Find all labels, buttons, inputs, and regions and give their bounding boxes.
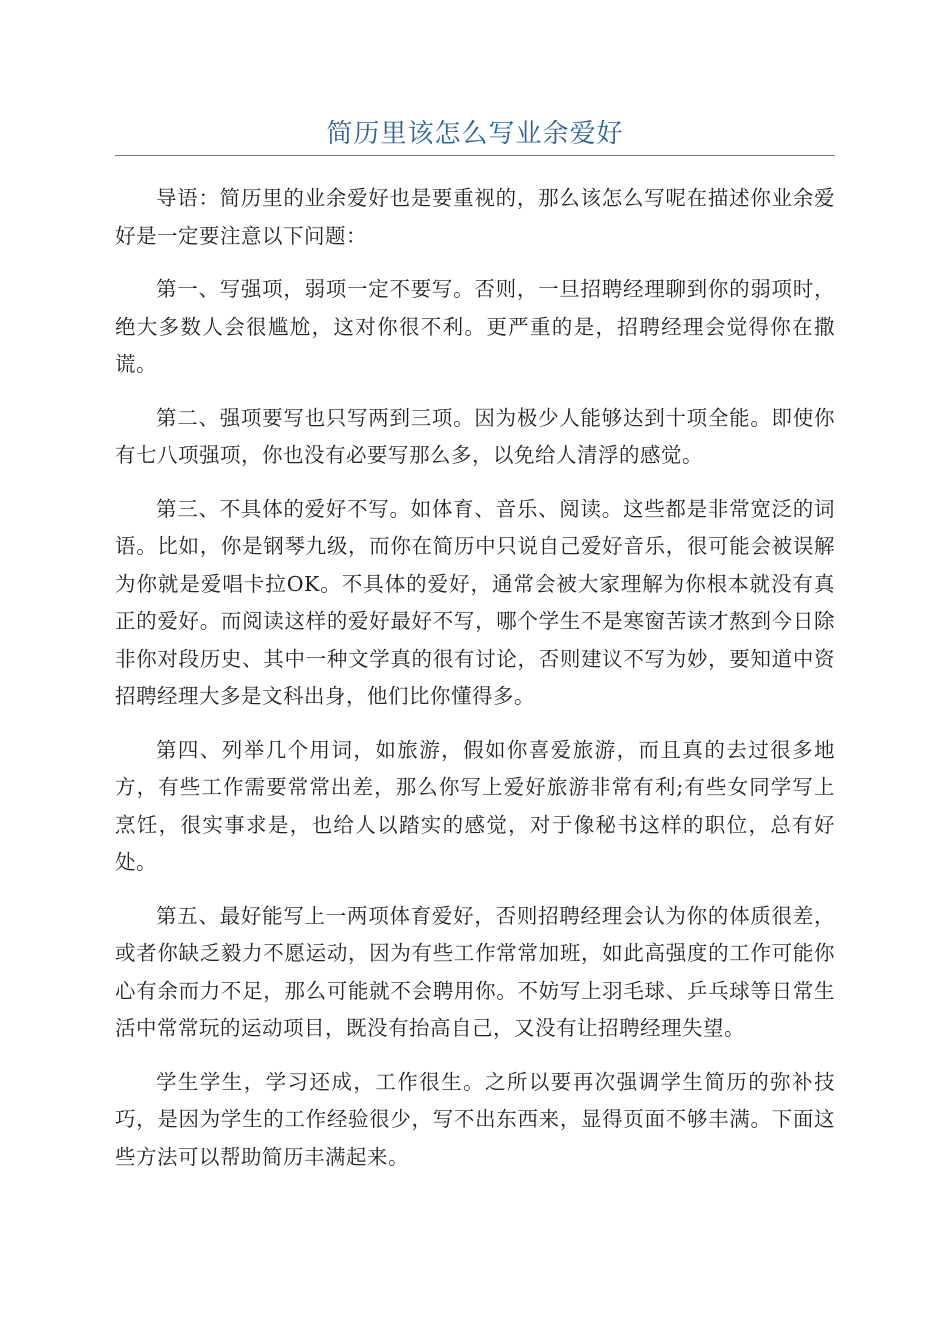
document-page — [115, 0, 835, 1192]
paragraph-point-1: 第一、写强项，弱项一定不要写。否则，一旦招聘经理聊到你的弱项时，绝大多数人会很尴尬，这对你很不利。更严重的是，招聘经理会觉得你在撒谎。 — [115, 277, 835, 376]
paragraph-point-5: 第五、最好能写上一两项体育爱好，否则招聘经理会认为你的体质很差，或者你缺乏毅力不愿运动，因为有些工作常常加班，如此高强度的工作可能你心有余而力不足，那么可能就不会聘用你。不妨写上羽毛球、乒乓球等日常生活中常常玩的运动项目，既没有抬高自己，又没有让招聘经理失望。 — [115, 903, 835, 1040]
document-title: 简历里该怎么写业余爱好 — [326, 119, 624, 149]
paragraph-point-4: 第四、列举几个用词，如旅游，假如你喜爱旅游，而且真的去过很多地方，有些工作需要常常出差，那么你写上爱好旅游非常有利;有些女同学写上烹饪，很实事求是，也给人以踏实的感觉，对于像秘书这样的职位，总有好处。 — [115, 737, 835, 874]
paragraph-intro: 导语：简历里的业余爱好也是要重视的，那么该怎么写呢在描述你业余爱好是一定要注意以下问题： — [115, 186, 835, 248]
paragraph-point-3: 第三、不具体的爱好不写。如体育、音乐、阅读。这些都是非常宽泛的词语。比如，你是钢琴九级，而你在简历中只说自己爱好音乐，很可能会被误解为你就是爱唱卡拉OK。不具体的爱好，通常会被大家理解为你根本就没有真正的爱好。而阅读这样的爱好最好不写，哪个学生不是寒窗苦读才熬到今日除非你对段历史、其中一种文学真的很有讨论，否则建议不写为妙，要知道中资招聘经理大多是文科出身，他们比你懂得多。 — [115, 496, 835, 708]
paragraph-students: 学生学生，学习还成，工作很生。之所以要再次强调学生简历的弥补技巧，是因为学生的工作经验很少，写不出东西来，显得页面不够丰满。下面这些方法可以帮助简历丰满起来。 — [115, 1069, 835, 1169]
document-body — [115, 180, 835, 1176]
paragraph-point-2: 第二、强项要写也只写两到三项。因为极少人能够达到十项全能。即使你有七八项强项，你也没有必要写那么多，以免给人清浮的感觉。 — [115, 405, 835, 467]
title-underline — [115, 155, 835, 156]
